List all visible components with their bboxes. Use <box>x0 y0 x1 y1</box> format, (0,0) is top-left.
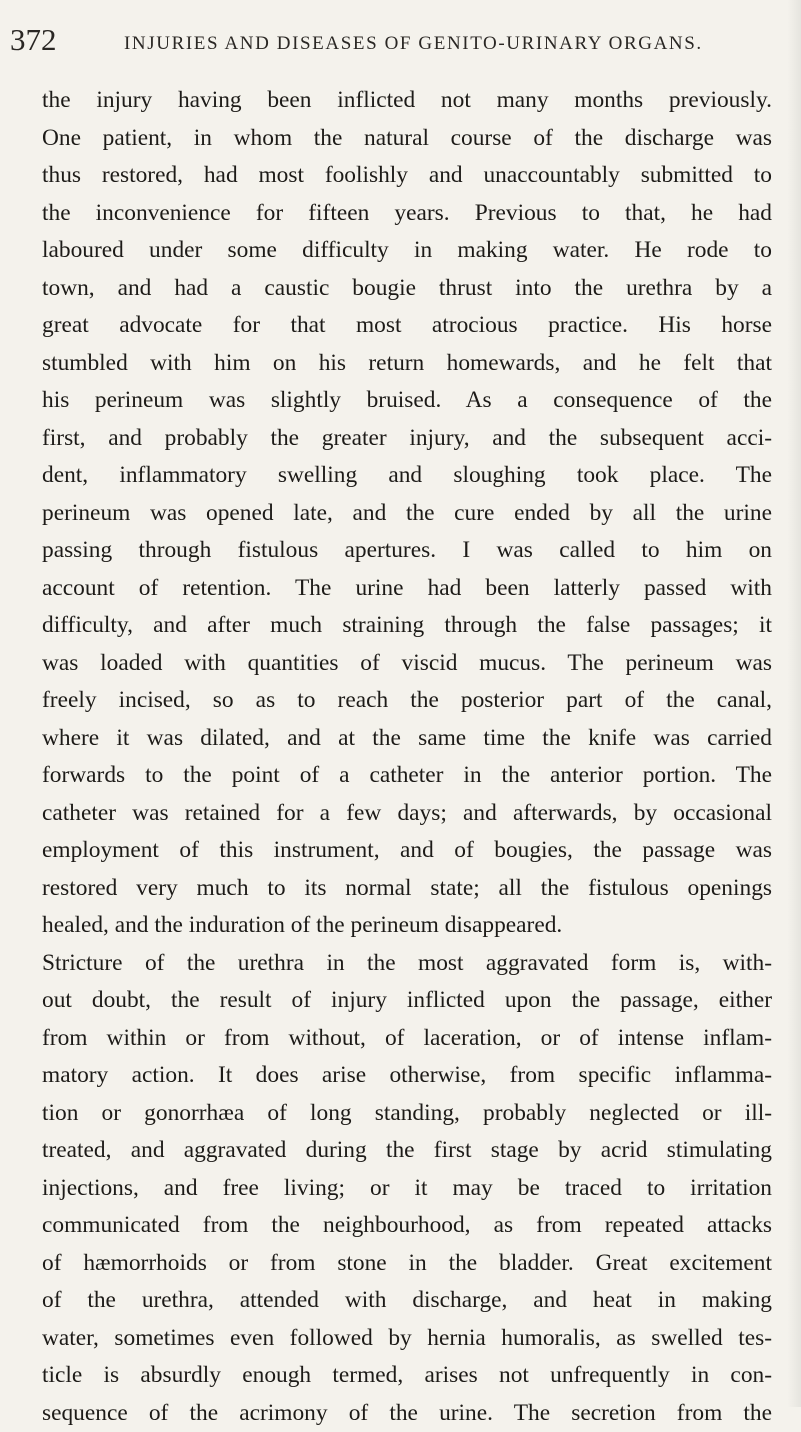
text-line: out doubt, the result of injury inflicted upon the passage, either <box>42 982 772 1020</box>
text-line: difficulty, and after much straining through the false passages; it <box>42 607 772 645</box>
text-line: great advocate for that most atrocious practice. His horse <box>42 307 772 345</box>
text-line: healed, and the induration of the perineum disappeared. <box>42 907 772 945</box>
text-line: freely incised, so as to reach the posterior part of the canal, <box>42 682 772 720</box>
text-line: treated, and aggravated during the first stage by acrid stimulating <box>42 1132 772 1170</box>
text-line: matory action. It does arise otherwise, from specific inflamma- <box>42 1057 772 1095</box>
text-line: where it was dilated, and at the same time the knife was carried <box>42 720 772 758</box>
text-line: tion or gonorrhæa of long standing, probably neglected or ill- <box>42 1095 772 1133</box>
text-line: thus restored, had most foolishly and unaccountably submitted to <box>42 157 772 195</box>
text-line: communicated from the neighbourhood, as from repeated attacks <box>42 1207 772 1245</box>
text-line: employment of this instrument, and of bougies, the passage was <box>42 832 772 870</box>
text-line: catheter was retained for a few days; and afterwards, by occasional <box>42 795 772 833</box>
text-line: water, sometimes even followed by hernia humoralis, as swelled tes- <box>42 1320 772 1358</box>
text-line: perineum was opened late, and the cure ended by all the urine <box>42 495 772 533</box>
text-line: the injury having been inflicted not many months previously. <box>42 82 772 120</box>
text-line: ticle is absurdly enough termed, arises not unfrequently in con- <box>42 1357 772 1395</box>
text-line: town, and had a caustic bougie thrust into the urethra by a <box>42 270 772 308</box>
text-line: from within or from without, of laceration, or of intense inflam- <box>42 1020 772 1058</box>
page-edge-shadow <box>787 0 801 1407</box>
text-line: passing through fistulous apertures. I was called to him on <box>42 532 772 570</box>
text-line: the inconvenience for fifteen years. Previous to that, he had <box>42 195 772 233</box>
text-line: first, and probably the greater injury, and the subsequent acci- <box>42 420 772 458</box>
body-text <box>42 82 772 1432</box>
text-line: injections, and free living; or it may be traced to irritation <box>42 1170 772 1208</box>
text-line: his perineum was slightly bruised. As a consequence of the <box>42 382 772 420</box>
text-line: was loaded with quantities of viscid mucus. The perineum was <box>42 645 772 683</box>
text-line: laboured under some difficulty in making water. He rode to <box>42 232 772 270</box>
text-line: sequence of the acrimony of the urine. The secretion from the <box>42 1395 772 1432</box>
text-line: dent, inflammatory swelling and sloughing took place. The <box>42 457 772 495</box>
text-line: account of retention. The urine had been latterly passed with <box>42 570 772 608</box>
running-head <box>10 22 770 56</box>
text-line: restored very much to its normal state; all the fistulous openings <box>42 870 772 908</box>
page-number: 372 <box>10 22 57 58</box>
text-line: forwards to the point of a catheter in the anterior portion. The <box>42 757 772 795</box>
text-line: One patient, in whom the natural course of the discharge was <box>42 120 772 158</box>
text-line: of the urethra, attended with discharge, and heat in making <box>42 1282 772 1320</box>
text-line: stumbled with him on his return homewards, and he felt that <box>42 345 772 383</box>
text-line: of hæmorrhoids or from stone in the bladder. Great excitement <box>42 1245 772 1283</box>
text-line: Stricture of the urethra in the most aggravated form is, with- <box>42 945 772 983</box>
running-title: INJURIES AND DISEASES OF GENITO-URINARY ORGANS. <box>124 33 703 55</box>
